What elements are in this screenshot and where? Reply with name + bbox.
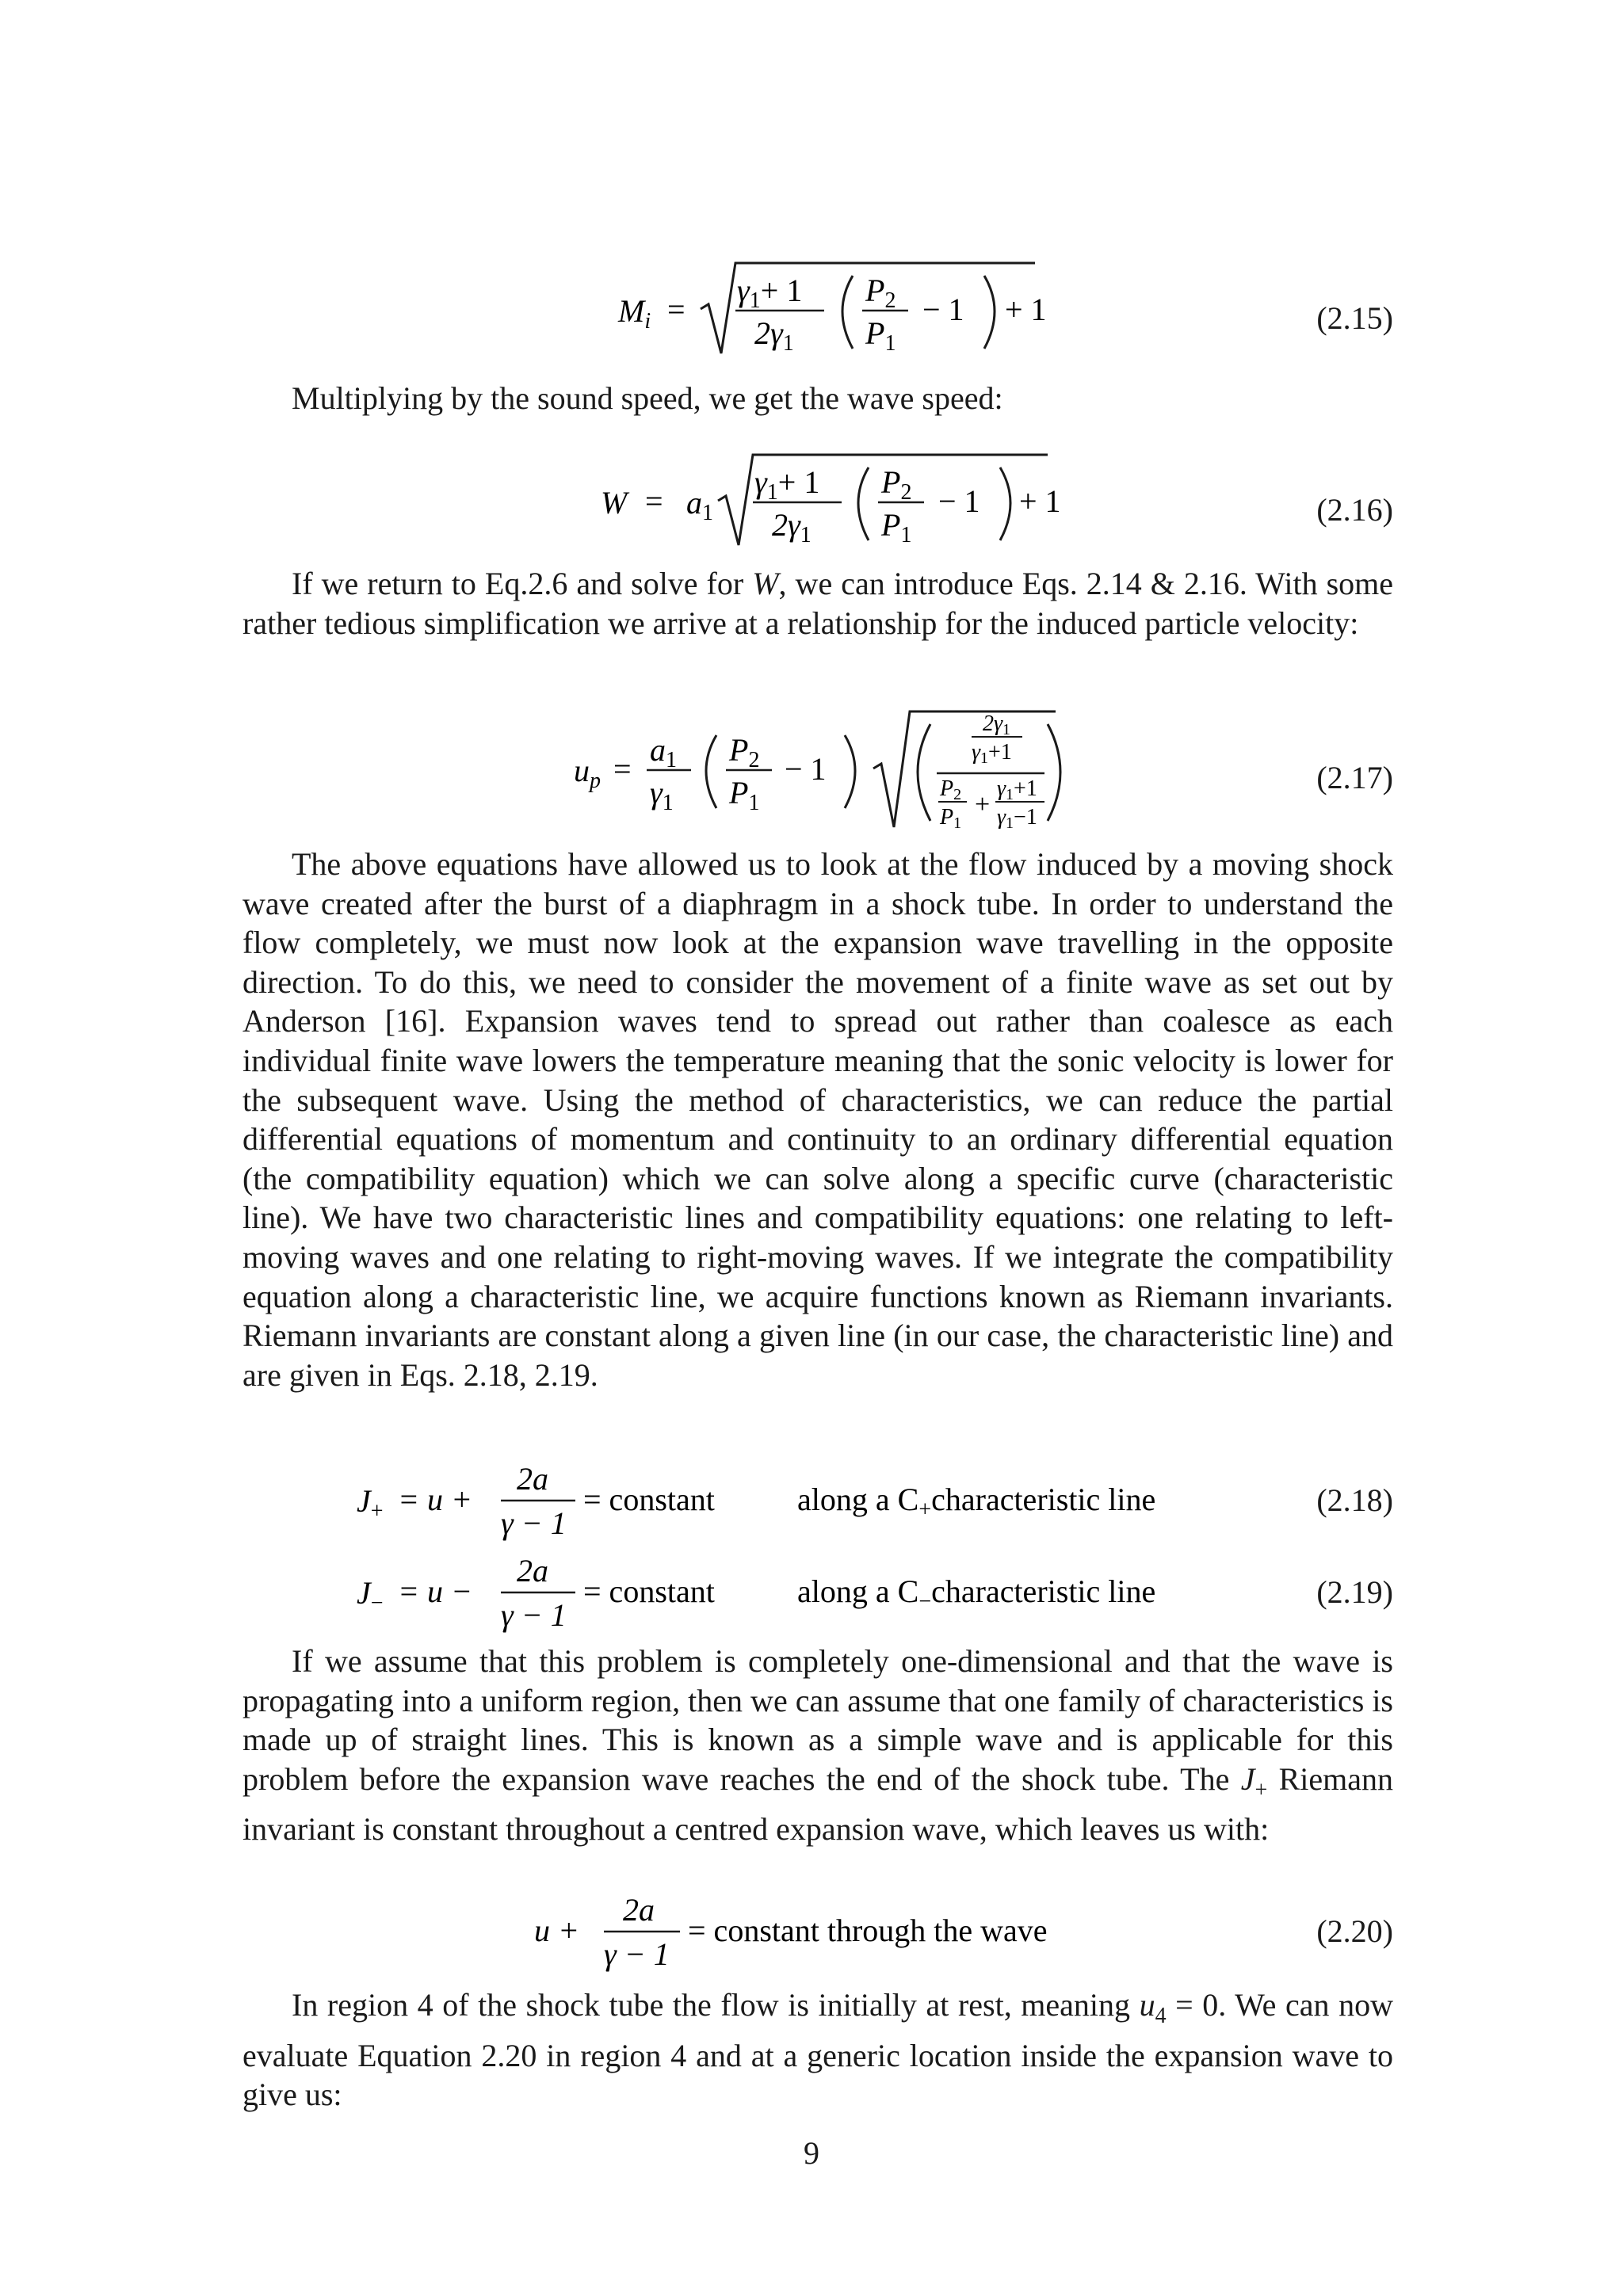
equation-2-20 — [242, 1889, 1393, 1978]
svg-text:P2: $P_2$ — [729, 732, 760, 772]
svg-text:P2: P2 — [940, 776, 962, 803]
equation-2-16 — [242, 444, 1393, 563]
equation-2-19-graphic — [242, 1550, 1393, 1638]
equation-number-2-15: (2.15) — [1316, 300, 1393, 336]
svg-text:2a: 2a — [517, 1461, 548, 1497]
equation-2-20-graphic — [242, 1889, 1393, 1978]
svg-text:+: + — [975, 790, 991, 819]
eq216-W: W — [601, 485, 628, 521]
svg-text:u +: u + — [534, 1913, 579, 1948]
svg-text:γ − 1: γ − 1 — [501, 1505, 567, 1541]
svg-text:=: = — [645, 483, 663, 519]
svg-text:= constant through the wave: = constant through the wave — [688, 1913, 1048, 1948]
svg-text:2γ1: $2\gamma_1$ — [754, 315, 794, 356]
equation-2-18-graphic — [242, 1458, 1393, 1547]
equation-2-15-graphic — [242, 252, 1393, 371]
svg-text:J+: $J_+$ — [357, 1483, 384, 1524]
svg-text:J−: $J_-$ — [357, 1575, 384, 1615]
svg-text:2γ1: $2\gamma_1$ — [772, 507, 812, 547]
svg-text:γ1: $\gamma_1$ — [650, 775, 674, 815]
svg-text:P1: $P_1$ — [865, 315, 896, 356]
paragraph-wave-speed-intro: Multiplying by the sound speed, we get the wave speed: — [292, 380, 1003, 416]
equation-number-2-17: (2.17) — [1316, 760, 1393, 795]
svg-text:= u −: = u − — [398, 1573, 472, 1609]
paragraph-region-4: In region 4 of the shock tube the flow is initially at rest, meaning $u_4 = 0$. We can now evaluate Equation 2.20 in region 4 and at a generic location inside the expansion wave to give us: — [242, 1987, 1393, 2113]
equation-2-16-graphic — [242, 444, 1393, 563]
equation-2-15 — [242, 252, 1393, 371]
equation-2-19 — [242, 1550, 1393, 1638]
svg-text:γ1−1: γ1−1 — [997, 805, 1037, 832]
svg-text:P2: $P_2$ — [865, 273, 896, 313]
paragraph-simple-wave: If we assume that this problem is completely one-dimensional and that the wave is propagating into a uniform region, then we can assume that one family of characteristics is made up of straight lines. This is known as a simple wave and is applicable for this problem before the expansion wave reaches the end of the shock tube. The $J_+$ Riemann invariant is constant throughout a centred expansion wave, which leaves us with: — [242, 1643, 1394, 1848]
eq215-equals: = — [667, 292, 685, 327]
svg-text:= u +: = u + — [398, 1482, 472, 1517]
svg-text:P1: P1 — [940, 805, 962, 832]
svg-text:along a C+characteristic line: along a $C_+characteristic$ line — [797, 1482, 1156, 1522]
svg-text:=: = — [613, 751, 632, 787]
svg-text:= constant: = constant — [583, 1573, 715, 1609]
svg-text:− 1: − 1 — [922, 292, 964, 327]
equation-2-17-graphic — [242, 697, 1393, 848]
svg-text:γ − 1: γ − 1 — [604, 1936, 670, 1972]
svg-text:γ1+ 1: $\gamma_1+ 1$ — [737, 273, 803, 313]
svg-text:2a: 2a — [517, 1553, 548, 1589]
svg-text:γ1+ 1: $\gamma_1+ 1$ — [754, 464, 820, 505]
svg-text:along a C−characteristic line: along a $C_-characteristic$ line — [797, 1573, 1156, 1614]
equation-2-18 — [242, 1458, 1393, 1547]
svg-text:2a: 2a — [623, 1892, 655, 1928]
svg-text:P1: $P_1$ — [881, 507, 912, 547]
equation-number-2-19: (2.19) — [1316, 1574, 1393, 1610]
svg-text:2γ1: 2γ1 — [983, 711, 1011, 738]
svg-text:+ 1: + 1 — [1019, 483, 1061, 519]
svg-text:Mi: $M_i$ — [618, 293, 651, 334]
svg-text:up: $u_p$ — [574, 753, 601, 793]
svg-text:− 1: − 1 — [785, 751, 827, 787]
equation-number-2-20: (2.20) — [1316, 1913, 1393, 1949]
svg-text:P1: $P_1$ — [729, 775, 760, 815]
svg-text:= constant: = constant — [583, 1482, 715, 1517]
svg-text:γ − 1: γ − 1 — [501, 1597, 567, 1633]
svg-text:P2: $P_2$ — [881, 464, 912, 505]
eq215-M: M — [618, 293, 645, 329]
page-number: 9 — [804, 2135, 819, 2171]
svg-text:+ 1: + 1 — [1005, 292, 1047, 327]
svg-text:a1: $a_1$ — [650, 732, 677, 772]
equation-number-2-18: (2.18) — [1316, 1482, 1393, 1518]
paragraph-particle-velocity-intro: If we return to Eq.2.6 and solve for W, we can introduce Eqs. 2.14 & 2.16. With some rather tedious simplification we arrive at a relationship for the induced particle velocity: — [242, 566, 1394, 641]
svg-text:a1: $a_1$ — [686, 485, 713, 525]
svg-text:γ1+1: γ1+1 — [972, 740, 1012, 767]
svg-text:− 1: − 1 — [938, 483, 980, 519]
equation-number-2-16: (2.16) — [1316, 492, 1393, 528]
svg-text:γ1+1: γ1+1 — [997, 776, 1037, 803]
equation-2-17 — [242, 697, 1393, 848]
paragraph-expansion-wave: The above equations have allowed us to look at the flow induced by a moving shock wave created after the burst of a diaphragm in a shock tube. In order to understand the flow completely, we must now look at the expansion wave travelling in the opposite direction. To do this, we need to consider the movement of a finite wave as set out by Anderson [16]. Expansion waves tend to spread out rather than coalesce as each individual finite wave lowers the temperature meaning that the sonic velocity is lower for the subsequent wave. Using the method of characteristics, we can reduce the partial differential equations of momentum and continuity to an ordinary differential equation (the compatibility equation) which we can solve along a specific curve (characteristic line). We have two characteristic lines and compatibility equations: one relating to left-moving waves and one relating to right-moving waves. If we integrate the compatibility equation along a characteristic line, we acquire functions known as Riemann invariants. Riemann invariants are constant along a given line (in our case, the characteristic line) and are given in Eqs. 2.18, 2.19. — [242, 846, 1393, 1393]
